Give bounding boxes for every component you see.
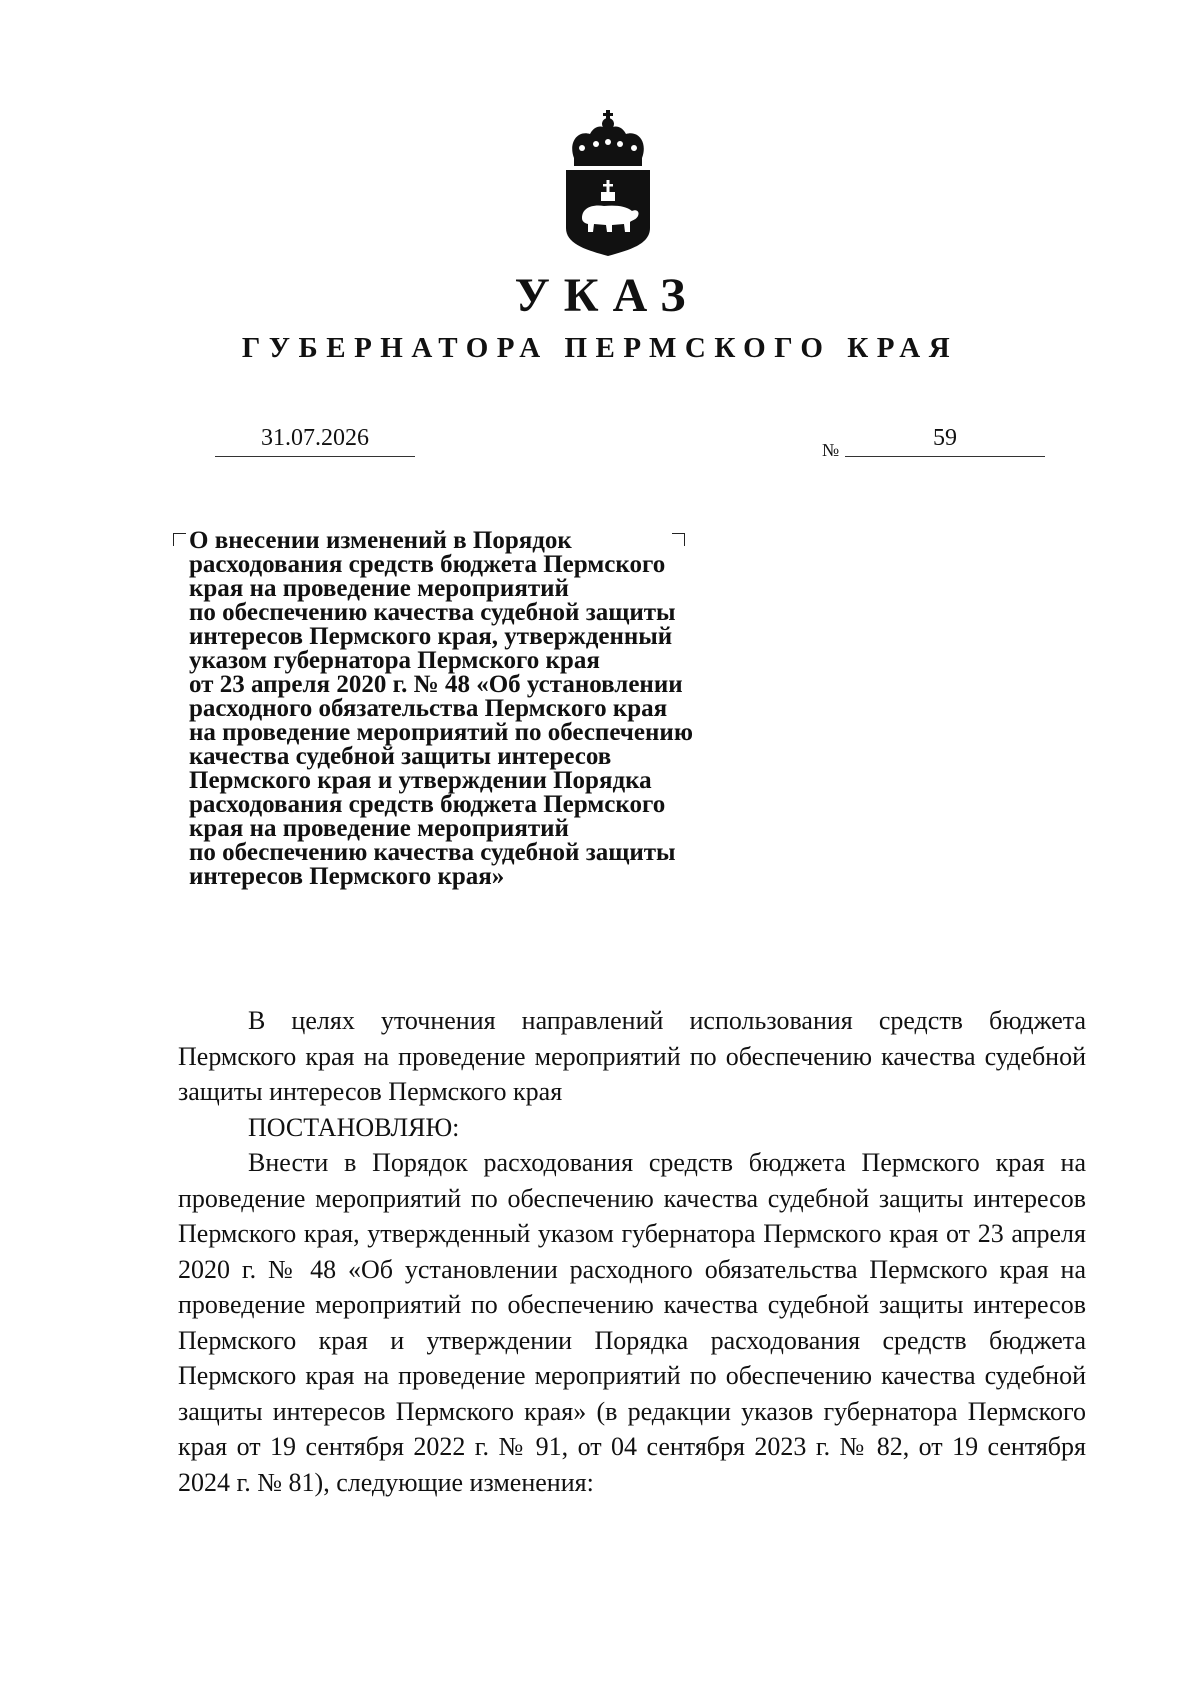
- heading-line: О внесении изменений в Порядок: [189, 527, 572, 554]
- main-paragraph: Внести в Порядок расходования средств бюджета Пермского края на проведение мероприятий по обеспечению качества судебной защиты интересов Пермского края, утвержденный указом губернатора Пермского края от 23 апреля 2020 г. № 48 «Об установлении расходного обязательства Пермского края на проведение мероприятий по обеспечению качества судебной защиты интересов Пермского края и утверждении Порядка расходования средств бюджета Пермского края на проведение мероприятий по обеспечению качества судебной защиты интересов Пермского края» (в редакции указов губернатора Пермского края от 19 сентября 2022 г. № 91, от 04 сентября 2023 г. № 82, от 19 сентября 2024 г. № 81), следующие изменения:: [178, 1148, 1086, 1497]
- heading-line: на проведение мероприятий по обеспечению: [189, 719, 693, 746]
- heading-line: указом губернатора Пермского края: [189, 647, 600, 674]
- heading-line: качества судебной защиты интересов: [189, 743, 612, 770]
- heading-line: расходования средств бюджета Пермского: [189, 551, 666, 578]
- number-label: №: [822, 440, 840, 460]
- decree-keyword: ПОСТАНОВЛЯЮ:: [248, 1112, 460, 1142]
- heading-line: края на проведение мероприятий: [189, 575, 569, 602]
- heading-line: по обеспечению качества судебной защиты: [189, 599, 676, 626]
- decree-number: 59: [845, 420, 1045, 457]
- decree-heading: [189, 529, 789, 889]
- heading-line: по обеспечению качества судебной защиты: [189, 839, 676, 866]
- decree-body: [178, 1003, 1086, 1500]
- heading-line: расходного обязательства Пермского края: [189, 695, 668, 722]
- heading-line: интересов Пермского края»: [189, 863, 505, 890]
- document-subtitle: ГУБЕРНАТОРА ПЕРМСКОГО КРАЯ: [241, 332, 959, 364]
- heading-line: края на проведение мероприятий: [189, 815, 569, 842]
- heading-line: от 23 апреля 2020 г. № 48 «Об установлении: [189, 671, 683, 698]
- heading-line: интересов Пермского края, утвержденный: [189, 623, 673, 650]
- heading-bracket-left: [173, 533, 186, 546]
- document-title: УКАЗ: [514, 269, 700, 322]
- heading-line: расходования средств бюджета Пермского: [189, 791, 666, 818]
- perm-krai-coat-of-arms-icon: [560, 108, 656, 258]
- decree-date: 31.07.2026: [215, 420, 415, 457]
- heading-line: Пермского края и утверждении Порядка: [189, 767, 652, 794]
- preamble-paragraph: В целях уточнения направлений использования средств бюджета Пермского края на проведение мероприятий по обеспечению качества судебной защиты интересов Пермского края: [178, 1006, 1086, 1106]
